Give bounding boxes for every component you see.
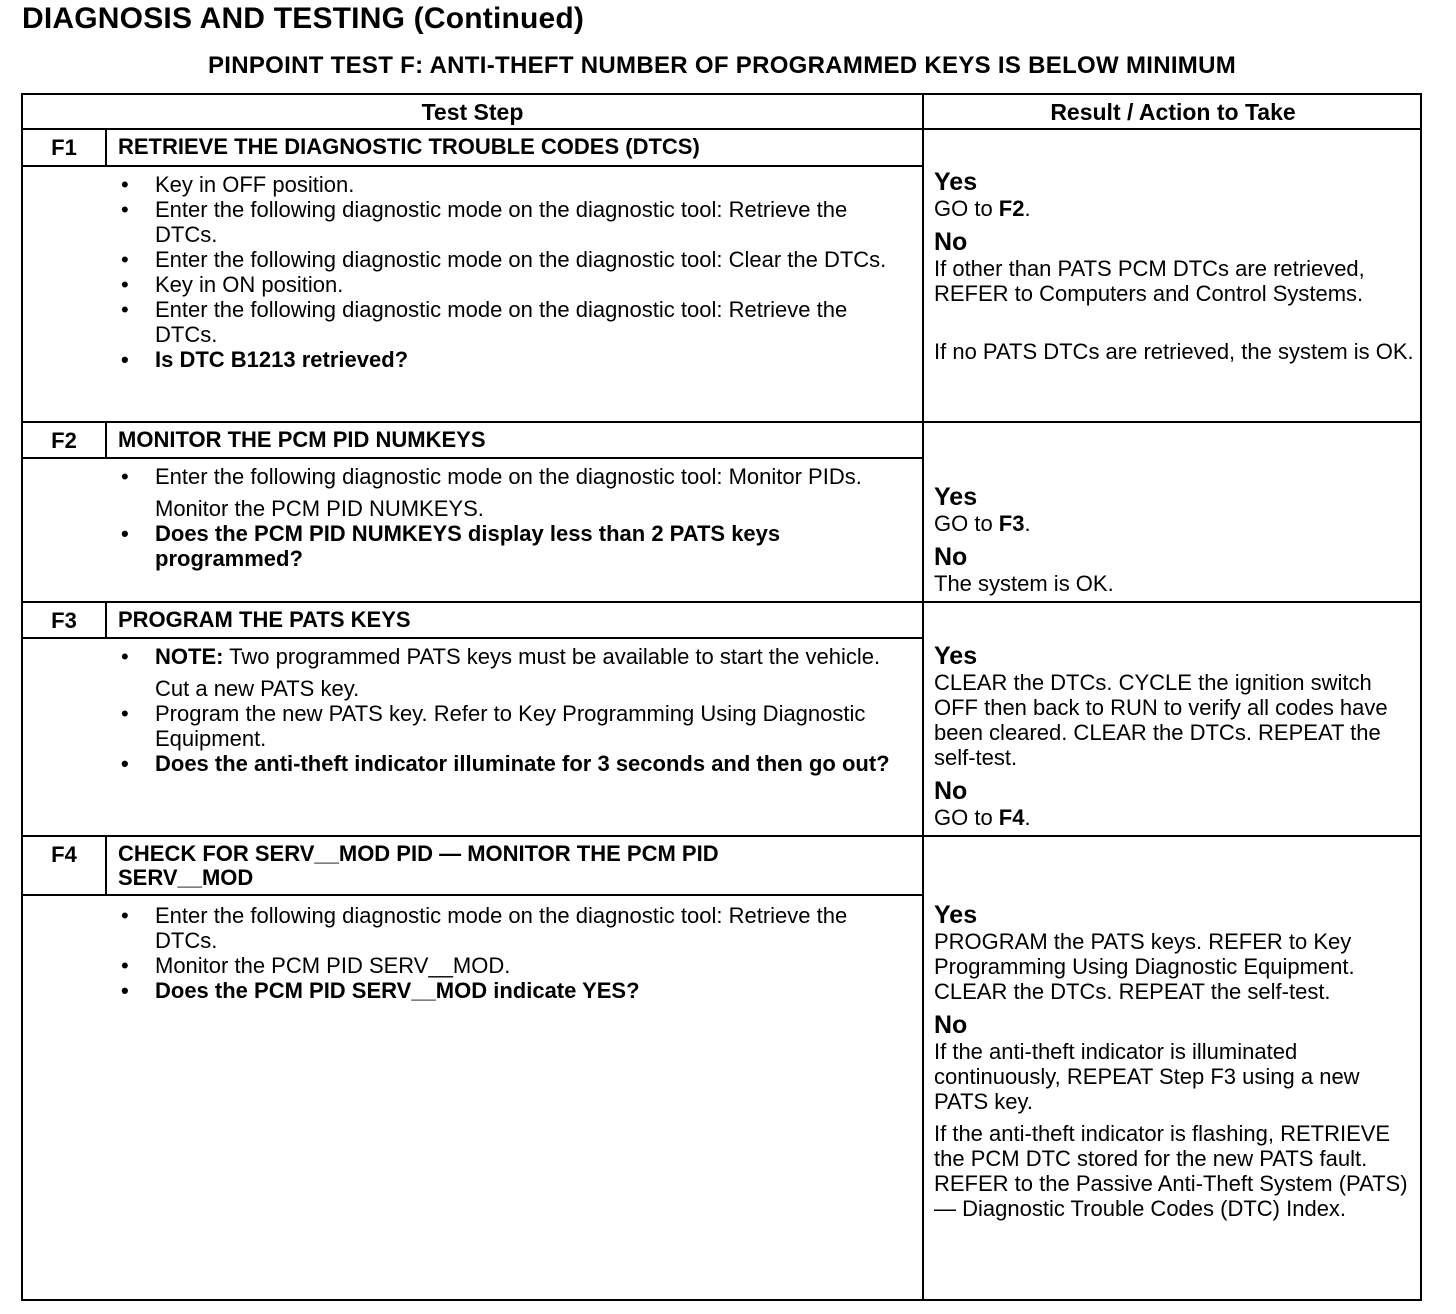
result-f1 <box>934 168 1414 364</box>
procedure-text: Monitor the PCM PID NUMKEYS. <box>155 496 484 521</box>
procedure-item: • Program the new PATS key. Refer to Key Programming Using Diagnostic Equipment. <box>118 701 898 751</box>
result-no-text: If the anti-theft indicator is flashing, RETRIEVE the PCM DTC stored for the new PATS fault. REFER to the Passive Anti-Theft System (PATS) — Diagnostic Trouble Codes (DTC) Index. <box>934 1121 1408 1221</box>
title-divider <box>23 894 922 896</box>
procedure-question: • Does the anti-theft indicator illuminate for 3 seconds and then go out? <box>118 751 898 776</box>
procedure-item: • Key in ON position. <box>118 272 898 297</box>
step-title-f4: CHECK FOR SERV__MOD PID — MONITOR THE PCM PID SERV__MOD <box>118 841 719 890</box>
procedure-item: • Enter the following diagnostic mode on the diagnostic tool: Clear the DTCs. <box>118 247 898 272</box>
pinpoint-test-title: PINPOINT TEST F: ANTI-THEFT NUMBER OF PROGRAMMED KEYS IS BELOW MINIMUM <box>207 52 1237 79</box>
step-reference: F3 <box>998 511 1025 536</box>
code-divider <box>105 130 107 165</box>
code-divider <box>105 603 107 638</box>
step-title-f3: PROGRAM THE PATS KEYS <box>118 607 411 632</box>
result-yes-label: Yes <box>934 642 978 670</box>
page-title: DIAGNOSIS AND TESTING (Continued) <box>22 2 585 35</box>
procedure-item: • Enter the following diagnostic mode on the diagnostic tool: Retrieve the DTCs. <box>118 903 898 953</box>
procedure-note: • NOTE: Two programmed PATS keys must be available to start the vehicle. <box>118 644 898 669</box>
procedure-item: • Enter the following diagnostic mode on the diagnostic tool: Retrieve the DTCs. <box>118 297 898 347</box>
result-no-text: The system is OK. <box>934 571 1114 596</box>
result-no-label: No <box>934 777 968 805</box>
result-f4 <box>934 901 1414 1221</box>
header-test-step: Test Step <box>421 99 524 125</box>
step-code-f4: F4 <box>51 842 77 867</box>
step-reference: F4 <box>998 805 1025 830</box>
step-title-f2: MONITOR THE PCM PID NUMKEYS <box>118 427 486 452</box>
procedure-item: • Monitor the PCM PID SERV__MOD. <box>118 953 898 978</box>
title-divider <box>23 637 922 639</box>
procedure-item: • Enter the following diagnostic mode on the diagnostic tool: Monitor PIDs. <box>118 464 898 489</box>
code-divider <box>105 837 107 895</box>
step-title-f1: RETRIEVE THE DIAGNOSTIC TROUBLE CODES (DTCS) <box>118 134 700 159</box>
pinpoint-test-table <box>21 93 1422 1301</box>
procedure-item: • Key in OFF position. <box>118 172 898 197</box>
result-yes-text: PROGRAM the PATS keys. REFER to Key Programming Using Diagnostic Equipment. CLEAR the DTCs. REPEAT the self-test. <box>934 929 1355 1004</box>
result-no-text: If the anti-theft indicator is illuminated continuously, REPEAT Step F3 using a new PATS key. <box>934 1039 1360 1114</box>
result-no-text: GO to F4. <box>934 805 1031 830</box>
note-label: NOTE: <box>155 644 224 669</box>
result-no-label: No <box>934 228 968 256</box>
step-divider <box>23 835 1420 837</box>
step-divider <box>23 601 1420 603</box>
procedure-list-f3 <box>118 644 898 776</box>
result-no-text: If no PATS DTCs are retrieved, the system is OK. <box>934 339 1414 364</box>
header-divider <box>23 128 1420 130</box>
header-result-action: Result / Action to Take <box>1050 99 1296 125</box>
result-no-text: If other than PATS PCM DTCs are retrieved, REFER to Computers and Control Systems. <box>934 256 1365 306</box>
column-divider <box>922 95 924 1299</box>
procedure-question: • Does the PCM PID NUMKEYS display less than 2 PATS keys programmed? <box>118 521 898 571</box>
step-code-f2: F2 <box>51 428 77 453</box>
step-code-f3: F3 <box>51 608 77 633</box>
result-yes-label: Yes <box>934 168 978 196</box>
procedure-item: • Enter the following diagnostic mode on the diagnostic tool: Retrieve the DTCs. <box>118 197 898 247</box>
step-divider <box>23 421 1420 423</box>
result-yes-label: Yes <box>934 901 978 929</box>
result-yes-text: GO to F3. <box>934 511 1031 536</box>
procedure-list-f2 <box>118 464 898 571</box>
result-f2 <box>934 483 1414 596</box>
procedure-question: • Does the PCM PID SERV__MOD indicate YES? <box>118 978 898 1003</box>
step-code-f1: F1 <box>51 135 77 160</box>
result-yes-text: CLEAR the DTCs. CYCLE the ignition switch OFF then back to RUN to verify all codes have been cleared. CLEAR the DTCs. REPEAT the self-test. <box>934 670 1388 770</box>
procedure-question: • Is DTC B1213 retrieved? <box>118 347 898 372</box>
procedure-text: Cut a new PATS key. <box>155 676 360 701</box>
step-reference: F2 <box>998 196 1025 221</box>
title-divider <box>23 457 922 459</box>
result-yes-text: GO to F2. <box>934 196 1031 221</box>
result-no-label: No <box>934 543 968 571</box>
code-divider <box>105 423 107 458</box>
result-yes-label: Yes <box>934 483 978 511</box>
procedure-list-f4 <box>118 903 898 1003</box>
title-divider <box>23 165 922 167</box>
result-no-label: No <box>934 1011 968 1039</box>
procedure-list-f1 <box>118 172 898 372</box>
result-f3 <box>934 642 1414 830</box>
